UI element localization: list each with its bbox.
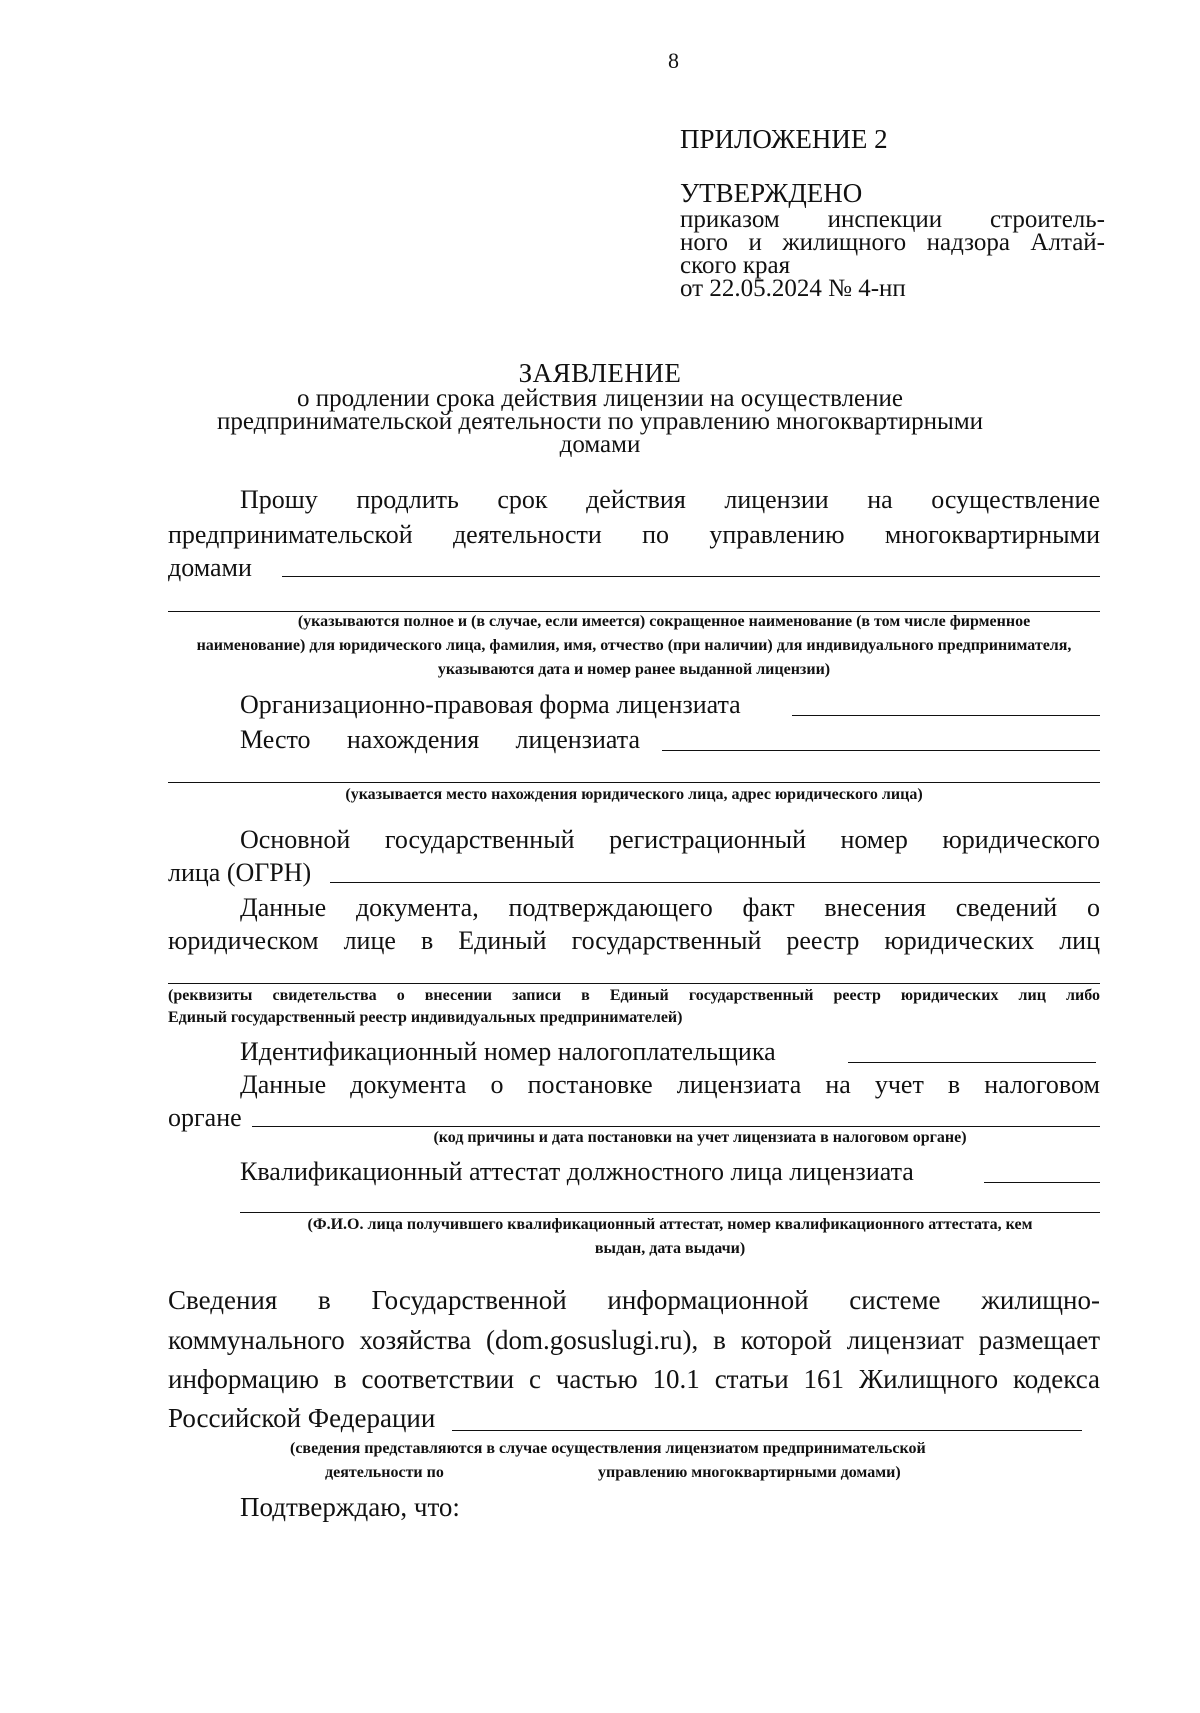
inn-field[interactable] [848, 1062, 1096, 1063]
subtitle-line: о продлении срока действия лицензии на осуществление [296, 385, 904, 412]
tax-label-continued: органе [168, 1103, 242, 1132]
hint-line: (Ф.И.О. лица получившего квалификационный аттестат, номер квалификационного аттестата, кем [307, 1216, 1033, 1233]
subtitle-line: предпринимательской деятельности по управлению многоквартирными [216, 408, 984, 435]
gis-text: информацию в соответствии с частью 10.1 статьи 161 Жилищного кодекса [168, 1364, 1100, 1394]
egrul-label-continued: юридическом лице в Единый государственный реестр юридических лиц [168, 926, 1100, 955]
order-line: приказом инспекции строитель- [680, 206, 1105, 233]
document-title: ЗАЯВЛЕНИЕ [518, 358, 682, 388]
ogrn-label: Основной государственный регистрационный номер юридического [240, 825, 1100, 854]
gis-hint [290, 1437, 1080, 1461]
request-line: Прошу продлить срок действия лицензии на осуществление [240, 485, 1100, 514]
gis-field[interactable] [452, 1430, 1082, 1431]
document-subtitle [0, 387, 1200, 456]
subtitle-line: домами [559, 431, 641, 458]
location-hint: (указывается место нахождения юридического лица, адрес юридического лица) [345, 786, 923, 803]
approved-label: УТВЕРЖДЕНО [680, 178, 863, 208]
order-date: от 22.05.2024 № 4-нп [680, 275, 906, 302]
egrul-label: Данные документа, подтверждающего факт внесения сведений о [240, 893, 1100, 922]
hint-line: выдан, дата выдачи) [594, 1240, 746, 1257]
name-field-hint [168, 610, 1100, 682]
location-label: Место нахождения лицензиата [240, 725, 640, 754]
egrul-hint [168, 985, 1100, 1029]
page-number: 8 [668, 48, 679, 73]
order-reference [680, 208, 1105, 300]
hint-line: наименование) для юридического лица, фамилия, имя, отчество (при наличии) для индивидуального предпринимателя, [196, 637, 1072, 654]
tax-hint: (код причины и дата постановки на учет лицензиата в налоговом органе) [433, 1129, 967, 1146]
ogrn-field[interactable] [330, 882, 1100, 883]
hint-line: указываются дата и номер ранее выданной лицензии) [437, 661, 831, 678]
egrul-field[interactable] [168, 983, 1100, 984]
qualification-hint [220, 1213, 1120, 1261]
tax-label: Данные документа о постановке лицензиата на учет в налоговом [240, 1070, 1100, 1099]
confirm-label: Подтверждаю, что: [240, 1492, 460, 1522]
inn-label: Идентификационный номер налогоплательщика [240, 1037, 776, 1066]
gis-text: коммунального хозяйства (dom.gosuslugi.ru), в которой лицензиат размещает [168, 1325, 1100, 1355]
gis-text: Сведения в Государственной информационной системе жилищно- [168, 1285, 1100, 1315]
request-line: домами [168, 553, 252, 582]
appendix-label: ПРИЛОЖЕНИЕ 2 [680, 124, 888, 154]
hint-line: деятельности по [325, 1464, 444, 1481]
licensee-name-field[interactable] [282, 576, 1100, 577]
hint-line: управлению многоквартирными домами) [598, 1464, 901, 1481]
qualification-label: Квалификационный аттестат должностного лица лицензиата [240, 1157, 914, 1186]
order-line: ного и жилищного надзора Алтай- [680, 229, 1105, 256]
order-line: ского края [680, 252, 791, 279]
legal-form-field[interactable] [792, 715, 1100, 716]
location-field[interactable] [662, 750, 1100, 751]
hint-line: (сведения представляются в случае осуществления лицензиатом предпринимательской [290, 1440, 926, 1457]
legal-form-label: Организационно-правовая форма лицензиата [240, 690, 741, 719]
qualification-field[interactable] [984, 1182, 1100, 1183]
ogrn-label-continued: лица (ОГРН) [168, 858, 312, 887]
gis-text: Российской Федерации [168, 1403, 436, 1433]
hint-line: Единый государственный реестр индивидуальных предпринимателей) [168, 1009, 683, 1026]
request-line: предпринимательской деятельности по управлению многоквартирными [168, 520, 1100, 549]
hint-line: (указываются полное и (в случае, если имеется) сокращенное наименование (в том числе фирменное [297, 613, 1031, 630]
hint-line: (реквизиты свидетельства о внесении записи в Единый государственный реестр юридических лиц либо [168, 987, 1100, 1004]
